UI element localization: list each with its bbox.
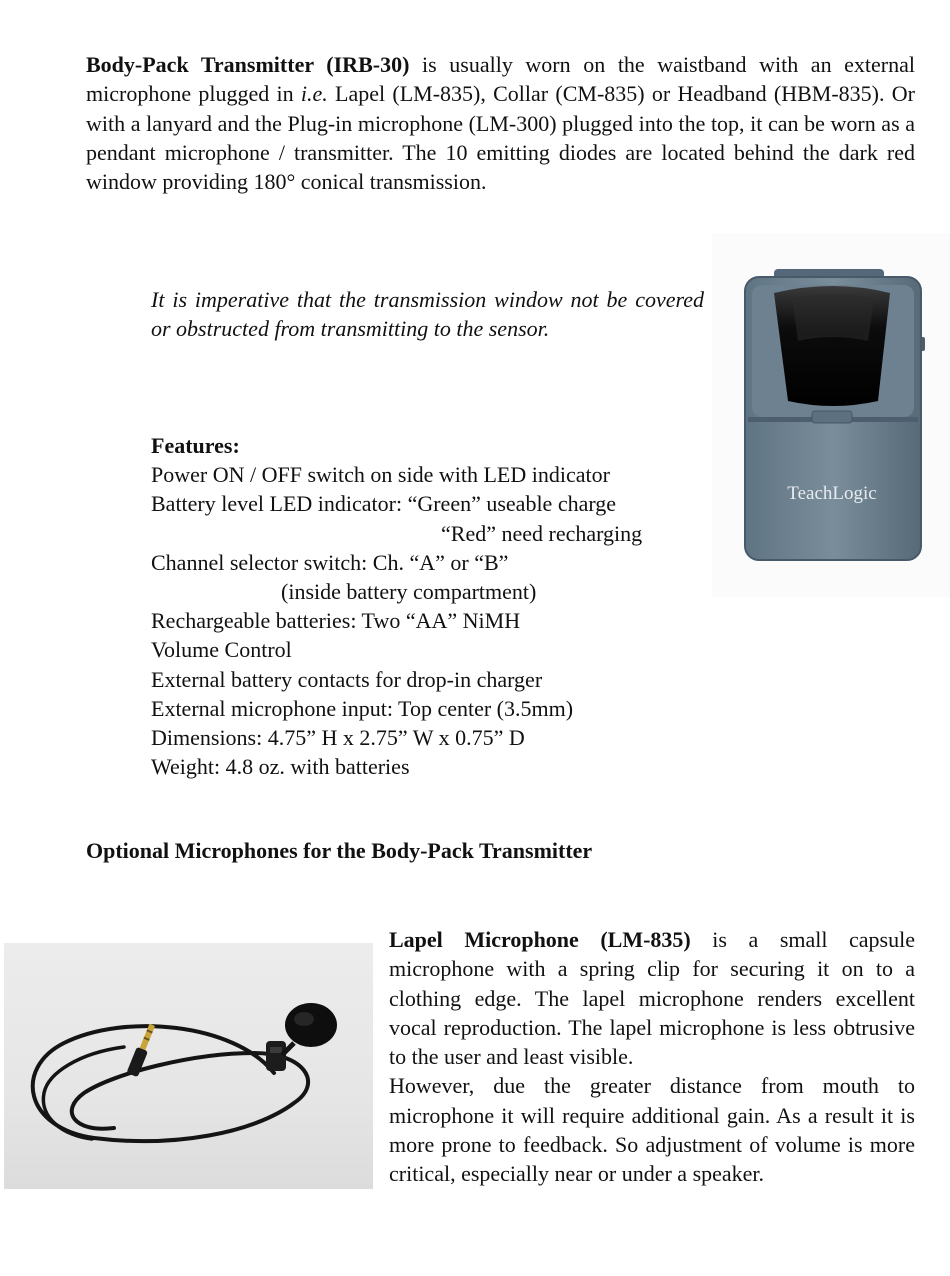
feature-line: “Red” need recharging: [441, 520, 643, 546]
features-heading: Features:: [151, 433, 240, 458]
feature-line: Power ON / OFF switch on side with LED indicator: [151, 462, 610, 488]
lapel-title: Lapel Microphone (LM-835): [389, 927, 691, 952]
intro-text-1: is usually worn on the waistband with an external microphone plugged in: [86, 52, 916, 107]
intro-ie: i.e.: [300, 81, 328, 107]
intro-title: Body-Pack Transmitter (IRB-30): [86, 52, 410, 77]
intro-text-2: Lapel (LM-835), Collar (CM-835) or Headband (HBM-835). Or with a lanyard and the Plug-in microphone (LM-300) plugged into the top, it can be worn as a pendant microphone / transmitter. The 10 emitting diodes are located behind the dark red window providing 180° conical transmission.: [86, 81, 915, 195]
feature-line: Dimensions: 4.75” H x 2.75” W x 0.75” D: [151, 725, 525, 751]
lapel-paragraph: [389, 925, 915, 1189]
feature-line: External microphone input: Top center (3.5mm): [151, 695, 574, 721]
optional-microphones-heading: Optional Microphones for the Body-Pack Transmitter: [86, 838, 593, 863]
feature-line: Channel selector switch: Ch. “A” or “B”: [151, 549, 509, 575]
lapel-paragraph-1: [389, 925, 915, 1071]
lapel-microphone-illustration: [4, 943, 373, 1189]
lapel-microphone-photo: [4, 943, 373, 1189]
intro-paragraph: [86, 50, 915, 196]
transmitter-illustration: [712, 233, 950, 597]
features-list: [151, 431, 711, 781]
feature-line: Rechargeable batteries: Two “AA” NiMH: [151, 608, 521, 634]
feature-line: (inside battery compartment): [281, 579, 537, 605]
feature-line: Volume Control: [151, 637, 292, 663]
feature-line: Battery level LED indicator: “Green” useable charge: [151, 491, 617, 517]
notice-paragraph: It is imperative that the transmission window not be covered or obstructed from transmitting to the sensor.: [151, 287, 704, 342]
feature-line: External battery contacts for drop-in charger: [151, 666, 543, 692]
transmitter-logo: TeachLogic: [787, 483, 877, 504]
lapel-text-1: is a small capsule microphone with a spring clip for securing it on to a clothing edge. The lapel microphone renders excellent vocal reproduction. The lapel microphone is less obtrusive to the user and least visible.: [389, 927, 915, 1070]
transmitter-photo: [712, 233, 950, 597]
feature-line: Weight: 4.8 oz. with batteries: [151, 754, 410, 780]
lapel-paragraph-2: However, due the greater distance from mouth to microphone it will require additional gain. As a result it is more prone to feedback. So adjustment of volume is more critical, especially near or under a speaker.: [389, 1073, 915, 1187]
